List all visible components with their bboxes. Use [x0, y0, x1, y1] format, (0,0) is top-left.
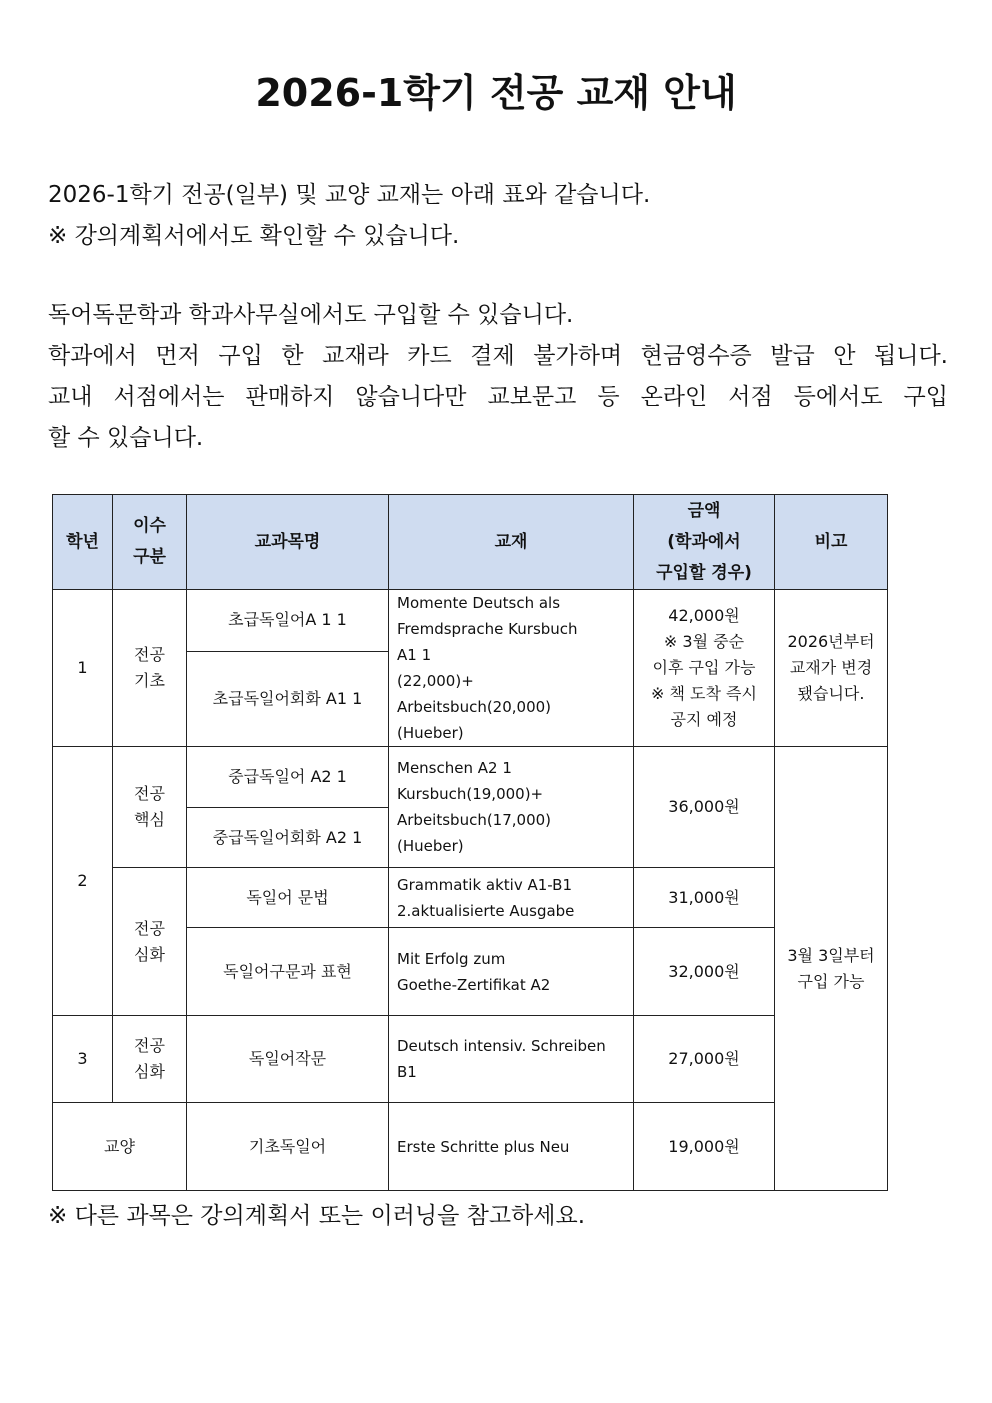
course-cell: 중급독일어 A2 1 — [187, 747, 389, 808]
table-row — [53, 1016, 888, 1103]
category-cell: 전공 심화 — [113, 1016, 187, 1103]
header-note: 비고 — [775, 495, 888, 590]
price-cell: 42,000원 ※ 3월 중순 이후 구입 가능 ※ 책 도착 즉시 공지 예정 — [634, 590, 775, 747]
intro-note-line: ※ 강의계획서에서도 확인할 수 있습니다. — [48, 223, 460, 249]
header-category: 이수 구분 — [113, 495, 187, 590]
course-cell: 독일어 문법 — [187, 868, 389, 928]
grade-cell: 1 — [53, 590, 113, 747]
grade-cell: 2 — [53, 747, 113, 1016]
note-cell: 3월 3일부터 구입 가능 — [775, 747, 888, 1191]
header-grade: 학년 — [53, 495, 113, 590]
purchase-line: 학과에서 먼저 구입 한 교재라 카드 결제 불가하며 현금영수증 발급 안 됩니다. — [48, 343, 948, 369]
header-price: 금액 (학과에서 구입할 경우) — [634, 495, 775, 590]
textbook-cell: Deutsch intensiv. Schreiben B1 — [389, 1016, 634, 1103]
table-row — [53, 868, 888, 928]
course-cell: 초급독일어회화 A1 1 — [187, 651, 389, 746]
price-cell: 36,000원 — [634, 747, 775, 868]
course-cell: 독일어작문 — [187, 1016, 389, 1103]
price-cell: 31,000원 — [634, 868, 775, 928]
course-cell: 초급독일어A 1 1 — [187, 590, 389, 652]
course-cell: 기초독일어 — [187, 1103, 389, 1191]
intro-paragraph — [48, 175, 948, 257]
textbook-cell: Momente Deutsch als Fremdsprache Kursbuch A1 1 (22,000)+ Arbeitsbuch(20,000) (Hueber) — [389, 590, 634, 747]
table-header-row — [53, 495, 888, 590]
note-cell: 2026년부터 교재가 변경 됐습니다. — [775, 590, 888, 747]
price-cell: 19,000원 — [634, 1103, 775, 1191]
category-cell: 전공 기초 — [113, 590, 187, 747]
table-row — [53, 590, 888, 652]
category-cell: 전공 핵심 — [113, 747, 187, 868]
price-cell: 32,000원 — [634, 928, 775, 1016]
page-title: 2026-1학기 전공 교재 안내 — [255, 71, 737, 115]
textbook-table — [52, 494, 888, 1191]
textbook-cell: Mit Erfolg zum Goethe-Zertifikat A2 — [389, 928, 634, 1016]
course-cell: 독일어구문과 표현 — [187, 928, 389, 1016]
grade-cell: 3 — [53, 1016, 113, 1103]
table-row — [53, 1103, 888, 1191]
purchase-line: 교내 서점에서는 판매하지 않습니다만 교보문고 등 온라인 서점 등에서도 구입 — [48, 384, 948, 410]
grade-cell: 교양 — [53, 1103, 187, 1191]
header-course: 교과목명 — [187, 495, 389, 590]
category-cell: 전공 심화 — [113, 868, 187, 1016]
textbook-cell: Grammatik aktiv A1-B1 2.aktualisierte Ausgabe — [389, 868, 634, 928]
textbook-cell: Erste Schritte plus Neu — [389, 1103, 634, 1191]
table-row — [53, 747, 888, 808]
price-cell: 27,000원 — [634, 1016, 775, 1103]
textbook-cell: Menschen A2 1 Kursbuch(19,000)+ Arbeitsbuch(17,000) (Hueber) — [389, 747, 634, 868]
purchase-line: 독어독문학과 학과사무실에서도 구입할 수 있습니다. — [48, 302, 574, 328]
intro-line: 2026-1학기 전공(일부) 및 교양 교재는 아래 표와 같습니다. — [48, 182, 651, 208]
purchase-paragraph — [48, 295, 948, 459]
course-cell: 중급독일어회화 A2 1 — [187, 808, 389, 868]
footnote: ※ 다른 과목은 강의계획서 또는 이러닝을 참고하세요. — [48, 1203, 586, 1229]
purchase-line: 할 수 있습니다. — [48, 425, 204, 451]
header-textbook: 교재 — [389, 495, 634, 590]
